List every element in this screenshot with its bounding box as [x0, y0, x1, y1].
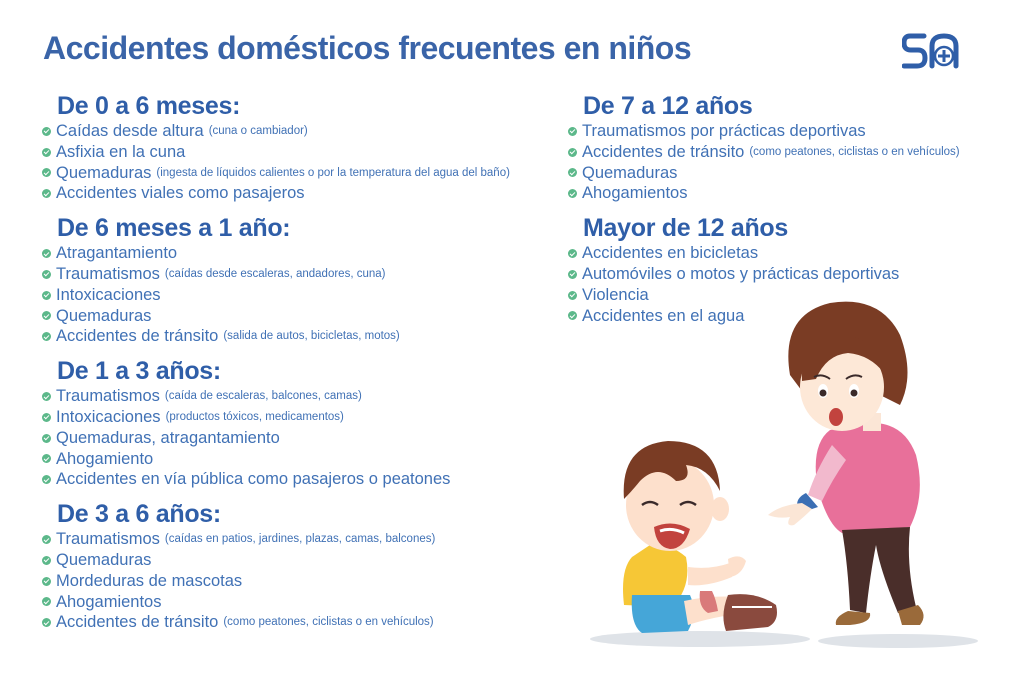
- section-6-meses-1-ano: [42, 214, 562, 347]
- list-item: [42, 183, 562, 204]
- item-text: Asfixia en la cuna: [56, 142, 186, 161]
- item-text: Ahogamientos: [582, 184, 688, 203]
- list-item: [42, 612, 562, 633]
- check-icon: [42, 556, 51, 565]
- brand-logo: [902, 30, 972, 72]
- section-0-6-meses: [42, 92, 562, 204]
- item-text: Accidentes de tránsito: [56, 327, 219, 346]
- list-item: [568, 142, 988, 163]
- section-heading: De 0 a 6 meses:: [57, 92, 241, 120]
- page-title: Accidentes domésticos frecuentes en niños: [43, 30, 692, 66]
- check-icon: [42, 148, 51, 157]
- check-icon: [568, 311, 577, 320]
- list-item: [42, 121, 562, 142]
- item-text: Accidentes en bicicletas: [582, 244, 759, 263]
- item-text: Traumatismos por prácticas deportivas: [582, 122, 866, 140]
- item-note: (productos tóxicos, medicamentos): [165, 410, 344, 423]
- item-text: Quemaduras, atragantamiento: [56, 428, 280, 447]
- list-item: [42, 592, 562, 613]
- section-heading: Mayor de 12 años: [583, 214, 789, 243]
- check-icon: [568, 270, 577, 279]
- item-text: Caídas desde altura: [56, 122, 204, 140]
- list-item: [42, 469, 562, 490]
- list-item: [42, 326, 562, 347]
- check-icon: [568, 168, 577, 177]
- section-7-12-anos: [568, 92, 988, 204]
- section-heading: De 3 a 6 años:: [57, 500, 221, 529]
- check-icon: [42, 413, 51, 422]
- check-icon: [42, 332, 51, 341]
- item-text: Traumatismos: [56, 530, 160, 549]
- check-icon: [42, 270, 51, 279]
- item-note: (caídas en patios, jardines, plazas, camas, balcones): [164, 533, 436, 546]
- item-text: Atragantamiento: [56, 244, 178, 263]
- list-item: [42, 243, 562, 264]
- item-text: Accidentes de tránsito: [582, 142, 745, 161]
- item-text: Quemaduras: [582, 163, 678, 182]
- section-heading: De 1 a 3 años:: [57, 357, 221, 386]
- item-text: Automóviles o motos y prácticas deportivas: [582, 264, 900, 283]
- check-icon: [42, 127, 51, 136]
- item-note: (caídas desde escaleras, andadores, cuna): [164, 267, 386, 280]
- list-item: [42, 306, 562, 327]
- item-note: (salida de autos, bicicletas, motos): [223, 330, 400, 343]
- check-icon: [42, 475, 51, 484]
- check-icon: [568, 249, 577, 258]
- list-item: [42, 550, 562, 571]
- item-note: (ingesta de líquidos calientes o por la temperatura del agua del baño): [156, 166, 510, 179]
- check-icon: [42, 618, 51, 627]
- check-icon: [42, 249, 51, 258]
- section-1-3-anos: [42, 357, 562, 490]
- item-note: (caída de escaleras, balcones, camas): [164, 390, 362, 403]
- list-item: [42, 529, 562, 550]
- left-column: [42, 92, 562, 643]
- check-icon: [42, 291, 51, 300]
- check-icon: [42, 189, 51, 198]
- item-note: (como peatones, ciclistas o en vehículos): [223, 616, 434, 629]
- list-item: [42, 386, 562, 407]
- check-icon: [42, 454, 51, 463]
- check-icon: [42, 392, 51, 401]
- item-text: Accidentes en el agua: [582, 306, 745, 325]
- list-item: [42, 571, 562, 592]
- item-text: Accidentes viales como pasajeros: [56, 184, 305, 203]
- item-text: Ahogamiento: [56, 449, 154, 468]
- check-icon: [42, 311, 51, 320]
- item-note: (cuna o cambiador): [208, 125, 308, 137]
- list-item: [42, 449, 562, 470]
- check-icon: [42, 577, 51, 586]
- list-item: [42, 428, 562, 449]
- item-note: (como peatones, ciclistas o en vehículos): [749, 145, 960, 158]
- section-heading: De 7 a 12 años: [583, 92, 753, 120]
- item-text: Mordeduras de mascotas: [56, 571, 243, 590]
- illustration-mother-and-crying-child: [580, 295, 1000, 665]
- item-text: Quemaduras: [56, 306, 152, 325]
- check-icon: [568, 148, 577, 157]
- check-icon: [568, 127, 577, 136]
- section-heading: De 6 meses a 1 año:: [57, 214, 291, 243]
- item-text: Accidentes en vía pública como pasajeros o peatones: [56, 470, 451, 489]
- item-text: Traumatismos: [56, 264, 160, 283]
- list-item: [568, 243, 988, 264]
- list-item: [42, 407, 562, 428]
- check-icon: [568, 291, 577, 300]
- item-text: Traumatismos: [56, 387, 160, 406]
- item-text: Quemaduras: [56, 163, 152, 182]
- item-text: Ahogamientos: [56, 592, 162, 611]
- list-item: [42, 264, 562, 285]
- list-item: [42, 285, 562, 306]
- check-icon: [42, 597, 51, 606]
- check-icon: [568, 189, 577, 198]
- item-text: Violencia: [582, 285, 649, 304]
- item-text: Accidentes de tránsito: [56, 613, 219, 632]
- check-icon: [42, 168, 51, 177]
- check-icon: [42, 434, 51, 443]
- list-item: [568, 264, 988, 285]
- list-item: [568, 163, 988, 184]
- check-icon: [42, 535, 51, 544]
- list-item: [568, 183, 988, 204]
- list-item: [42, 163, 562, 184]
- list-item: [42, 142, 562, 163]
- item-text: Quemaduras: [56, 550, 152, 569]
- list-item: [568, 121, 988, 142]
- item-text: Intoxicaciones: [56, 285, 161, 304]
- section-3-6-anos: [42, 500, 562, 633]
- item-text: Intoxicaciones: [56, 407, 161, 426]
